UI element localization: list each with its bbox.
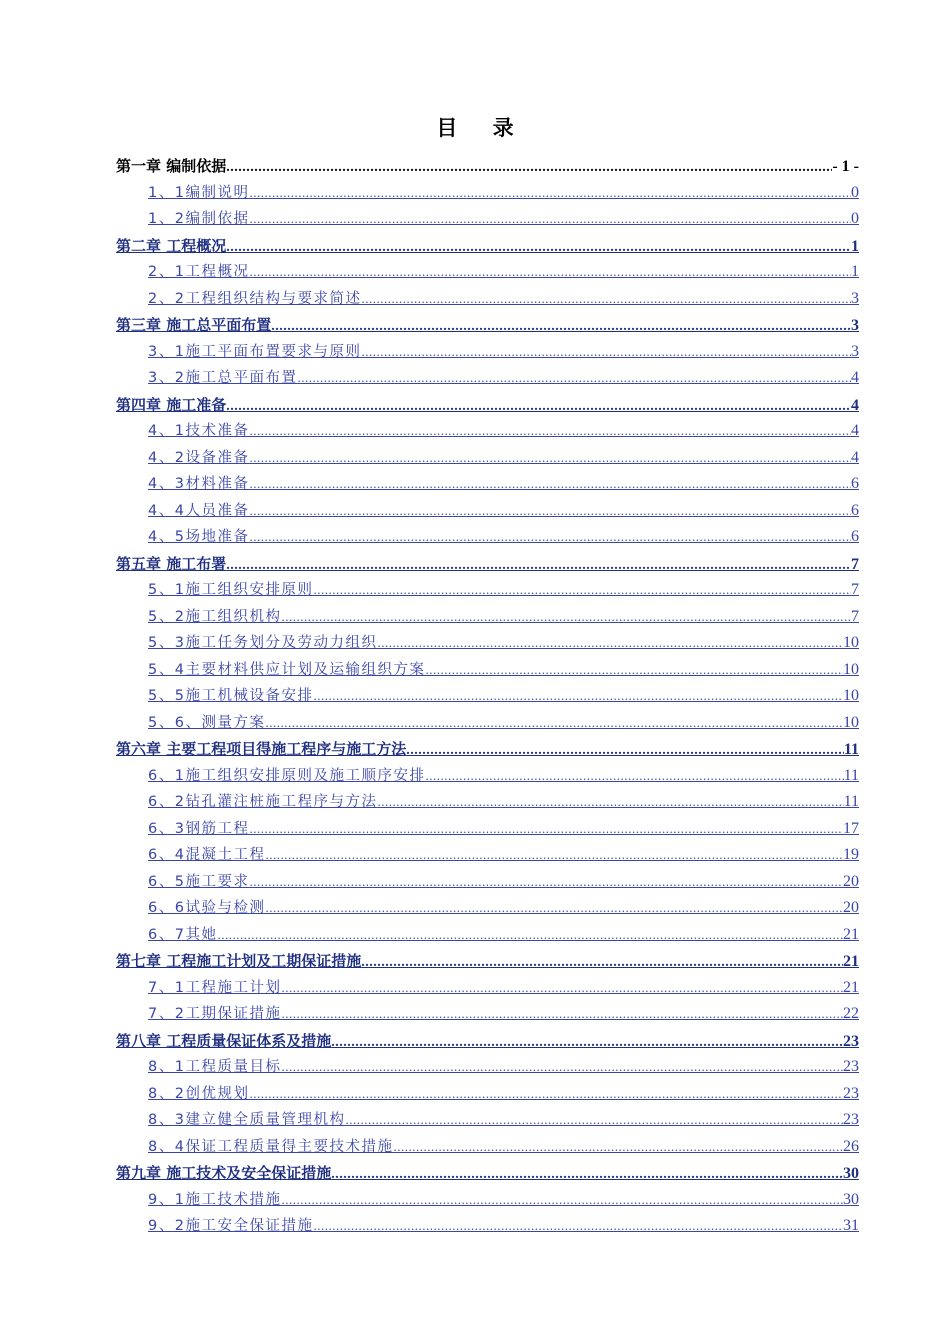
toc-page-number: 11	[843, 793, 859, 810]
toc-chapter-link[interactable]	[116, 233, 859, 260]
toc-page-number: 10	[843, 687, 859, 704]
toc-section-link[interactable]	[116, 657, 859, 684]
toc-entry-title: 2、1工程概况	[148, 264, 250, 280]
toc-page-number: 11	[843, 741, 859, 758]
toc-leader-dots	[226, 154, 832, 182]
toc-section-link[interactable]	[116, 498, 859, 525]
toc-section-link[interactable]	[116, 789, 859, 816]
toc-page-number: 0	[851, 183, 859, 201]
toc-page-number: 1	[851, 237, 859, 255]
toc-section-link[interactable]	[116, 895, 859, 922]
toc-page-number: 11	[843, 766, 859, 784]
toc-section-link[interactable]	[116, 1134, 859, 1161]
toc-leader-dots	[249, 180, 851, 207]
toc-page-number: 7	[851, 607, 859, 625]
toc-leader-dots	[265, 842, 843, 869]
toc-page-number: 3	[851, 317, 859, 334]
toc-leader-dots	[249, 259, 851, 286]
toc-page-number: 3	[851, 342, 859, 360]
toc-entry-title: 8、3建立健全质量管理机构	[148, 1112, 346, 1128]
toc-section-link[interactable]	[116, 869, 859, 896]
toc-entry-title: 第四章 施工准备	[116, 395, 227, 414]
toc-entry-title: 5、2施工组织机构	[148, 608, 282, 625]
toc-leader-dots	[361, 949, 843, 977]
toc-section-link[interactable]	[116, 365, 859, 392]
toc-entry-title: 5、6、测量方案	[148, 714, 266, 731]
toc-entry-title: 第二章 工程概况	[116, 236, 227, 255]
toc-entry-title: 6、5施工要求	[148, 873, 250, 890]
toc-section-link[interactable]	[116, 975, 859, 1002]
toc-entry-title: 5、3施工任务划分及劳动力组织	[148, 635, 378, 651]
toc-leader-dots	[425, 763, 843, 790]
toc-page-number: 10	[843, 713, 859, 731]
toc-leader-dots	[249, 816, 843, 843]
toc-entry-title: 4、2设备准备	[148, 449, 250, 466]
toc-leader-dots	[281, 1054, 843, 1081]
toc-leader-dots	[361, 339, 851, 366]
toc-section-link[interactable]	[116, 922, 859, 949]
toc-leader-dots	[249, 498, 851, 525]
toc-entry-title: 5、1施工组织安排原则	[148, 582, 314, 598]
toc-section-link[interactable]	[116, 1187, 859, 1214]
toc-leader-dots	[249, 471, 851, 498]
toc-page-number: 23	[843, 1058, 859, 1075]
toc-entry-title: 第七章 工程施工计划及工期保证措施	[116, 952, 362, 970]
toc-section-link[interactable]	[116, 471, 859, 498]
toc-entry-title: 9、2施工安全保证措施	[148, 1218, 314, 1234]
toc-page-number: 30	[843, 1190, 859, 1208]
toc-chapter-link[interactable]	[116, 736, 859, 763]
toc-leader-dots	[297, 365, 851, 392]
toc-chapter-link[interactable]	[116, 551, 859, 578]
toc-leader-dots	[249, 206, 851, 233]
toc-entry-title: 7、1工程施工计划	[148, 979, 282, 996]
toc-leader-dots	[265, 895, 843, 922]
toc-page-number: 1	[851, 263, 859, 280]
toc-section-link[interactable]	[116, 683, 859, 710]
toc-leader-dots	[331, 1161, 843, 1189]
toc-section-link[interactable]	[116, 259, 859, 286]
toc-entry-title: 6、1施工组织安排原则及施工顺序安排	[148, 767, 426, 784]
toc-chapter-link[interactable]	[116, 392, 859, 419]
toc-page-number: 7	[851, 581, 859, 598]
toc-leader-dots	[249, 418, 851, 445]
toc-page-number: - 1 -	[832, 158, 859, 175]
toc-leader-dots	[271, 313, 851, 341]
toc-section-link[interactable]	[116, 418, 859, 445]
toc-entry-title: 6、2钻孔灌注桩施工程序与方法	[148, 794, 378, 810]
toc-chapter-link[interactable]	[116, 1028, 859, 1055]
toc-page-number: 19	[843, 846, 859, 863]
toc-section-link[interactable]	[116, 1213, 859, 1240]
toc-page-number: 4	[851, 422, 859, 439]
toc-leader-dots	[226, 552, 851, 580]
toc-entry-title: 第九章 施工技术及安全保证措施	[116, 1164, 332, 1182]
toc-leader-dots	[313, 683, 843, 710]
toc-entry-title: 4、3材料准备	[148, 476, 250, 492]
toc-entry-title: 7、2工期保证措施	[148, 1006, 282, 1022]
toc-section-link[interactable]	[116, 286, 859, 313]
toc-section-link[interactable]	[116, 1107, 859, 1134]
toc-leader-dots	[281, 1187, 843, 1214]
toc-chapter-link[interactable]	[116, 312, 859, 339]
toc-leader-dots	[313, 1213, 843, 1240]
toc-page-number: 17	[843, 819, 859, 837]
toc-page-number: 21	[843, 978, 859, 996]
toc-section-link[interactable]	[116, 577, 859, 604]
toc-page-number: 7	[851, 555, 859, 573]
toc-leader-dots	[281, 1001, 843, 1028]
toc-leader-dots	[226, 234, 851, 262]
toc-leader-dots	[217, 922, 843, 949]
toc-title: 目 录	[436, 116, 528, 140]
toc-section-link[interactable]	[116, 630, 859, 657]
toc-page-number: 21	[843, 953, 859, 970]
toc-section-link[interactable]	[116, 524, 859, 551]
toc-leader-dots	[425, 657, 843, 684]
toc-page-number: 4	[851, 369, 859, 386]
toc-leader-dots	[249, 869, 843, 896]
toc-page-number: 3	[851, 289, 859, 307]
toc-leader-dots	[406, 737, 844, 765]
toc-section-link[interactable]	[116, 1081, 859, 1108]
toc-leader-dots	[249, 445, 851, 472]
toc-page-number: 4	[851, 396, 859, 414]
toc-entry-title: 8、2创优规划	[148, 1085, 250, 1102]
toc-section-link[interactable]	[116, 710, 859, 737]
toc-page-number: 23	[843, 1032, 859, 1050]
toc-section-link[interactable]	[116, 1054, 859, 1081]
toc-chapter-link[interactable]	[116, 1160, 859, 1187]
toc-entry-title: 1、2编制依据	[148, 211, 250, 227]
toc-page-number: 0	[851, 210, 859, 227]
toc-leader-dots	[281, 604, 851, 631]
toc-leader-dots	[249, 1081, 843, 1108]
toc-entry-title: 6、4混凝土工程	[148, 847, 266, 863]
toc-chapter-link[interactable]	[116, 153, 859, 180]
toc-page-number: 4	[851, 448, 859, 466]
toc-leader-dots	[331, 1029, 843, 1057]
toc-page-number: 26	[843, 1137, 859, 1155]
toc-entry-title: 4、1技术准备	[148, 423, 250, 439]
toc-page-number: 6	[851, 501, 859, 519]
toc-entry-title: 8、1工程质量目标	[148, 1059, 282, 1075]
toc-entry-title: 第一章 编制依据	[116, 157, 227, 175]
toc-section-link[interactable]	[116, 180, 859, 207]
toc-page-number: 21	[843, 925, 859, 943]
toc-entry-title: 3、2施工总平面布置	[148, 370, 298, 386]
toc-entry-title: 3、1施工平面布置要求与原则	[148, 343, 362, 360]
toc-page-number: 6	[851, 528, 859, 545]
toc-leader-dots	[313, 577, 851, 604]
toc-section-link[interactable]	[116, 763, 859, 790]
toc-entry-title: 6、7其她	[148, 926, 218, 943]
toc-page-number: 10	[843, 660, 859, 678]
toc-entry-title: 8、4保证工程质量得主要技术措施	[148, 1138, 394, 1155]
toc-entry-title: 1、1编制说明	[148, 184, 250, 201]
toc-page-number: 10	[843, 634, 859, 651]
toc-entry-title: 9、1施工技术措施	[148, 1191, 282, 1208]
toc-leader-dots	[249, 524, 851, 551]
toc-page-number: 23	[843, 1084, 859, 1102]
toc-leader-dots	[226, 393, 851, 421]
toc-page-number: 20	[843, 899, 859, 916]
toc-leader-dots	[361, 286, 851, 313]
toc-entry-title: 第八章 工程质量保证体系及措施	[116, 1031, 332, 1050]
toc-entry-title: 5、5施工机械设备安排	[148, 688, 314, 704]
toc-entry-title: 第五章 施工布署	[116, 554, 227, 573]
toc-page-number: 20	[843, 872, 859, 890]
toc-entry-title: 5、4主要材料供应计划及运输组织方案	[148, 661, 426, 678]
toc-leader-dots	[377, 630, 843, 657]
toc-section-link[interactable]	[116, 816, 859, 843]
toc-leader-dots	[265, 710, 843, 737]
toc-leader-dots	[281, 975, 843, 1002]
toc-section-link[interactable]	[116, 1001, 859, 1028]
toc-page-number: 31	[843, 1217, 859, 1234]
toc-page-number: 23	[843, 1111, 859, 1128]
toc-page-number: 30	[843, 1165, 859, 1182]
toc-leader-dots	[393, 1134, 843, 1161]
toc-section-link[interactable]	[116, 339, 859, 366]
toc-section-link[interactable]	[116, 206, 859, 233]
toc-chapter-link[interactable]	[116, 948, 859, 975]
toc-entry-title: 2、2工程组织结构与要求简述	[148, 290, 362, 307]
toc-entry-title: 6、3钢筋工程	[148, 820, 250, 837]
toc-leader-dots	[345, 1107, 843, 1134]
toc-section-link[interactable]	[116, 445, 859, 472]
toc-entry-title: 6、6试验与检测	[148, 900, 266, 916]
toc-leader-dots	[377, 789, 843, 816]
toc-entry-title: 第六章 主要工程项目得施工程序与施工方法	[116, 740, 407, 758]
toc-entry-title: 第三章 施工总平面布置	[116, 316, 272, 334]
toc-entry-title: 4、4人员准备	[148, 502, 250, 519]
toc-section-link[interactable]	[116, 842, 859, 869]
toc-entry-title: 4、5场地准备	[148, 529, 250, 545]
table-of-contents	[116, 153, 859, 1240]
toc-page-number: 6	[851, 475, 859, 492]
toc-section-link[interactable]	[116, 604, 859, 631]
toc-page-number: 22	[843, 1005, 859, 1022]
